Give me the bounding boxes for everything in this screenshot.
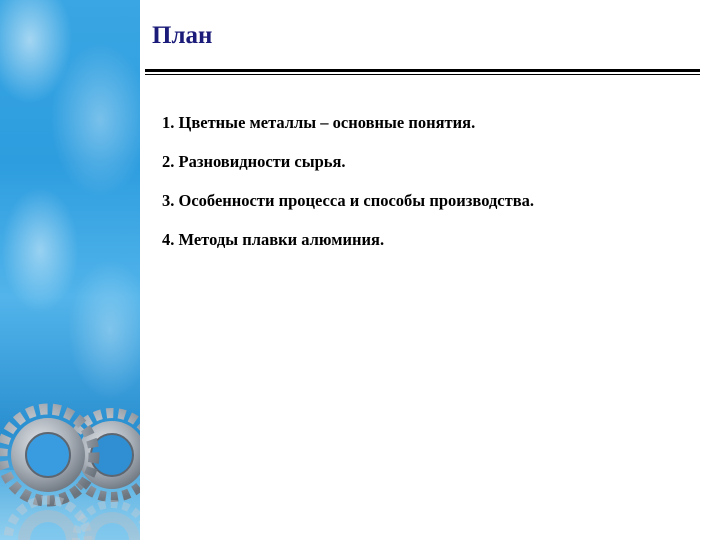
plan-item-1: 1. Цветные металлы – основные понятия.	[162, 113, 476, 132]
gears-icon	[0, 0, 140, 540]
plan-list	[162, 112, 534, 268]
title-divider-thin	[145, 74, 700, 75]
slide-title: План	[152, 22, 213, 49]
title-divider-thick	[145, 69, 700, 72]
plan-item-3: 3. Особенности процесса и способы производства.	[162, 191, 535, 210]
decorative-side-panel	[0, 0, 140, 540]
plan-item-4: 4. Методы плавки алюминия.	[162, 230, 385, 249]
plan-item-2: 2. Разновидности сырья.	[162, 152, 346, 171]
